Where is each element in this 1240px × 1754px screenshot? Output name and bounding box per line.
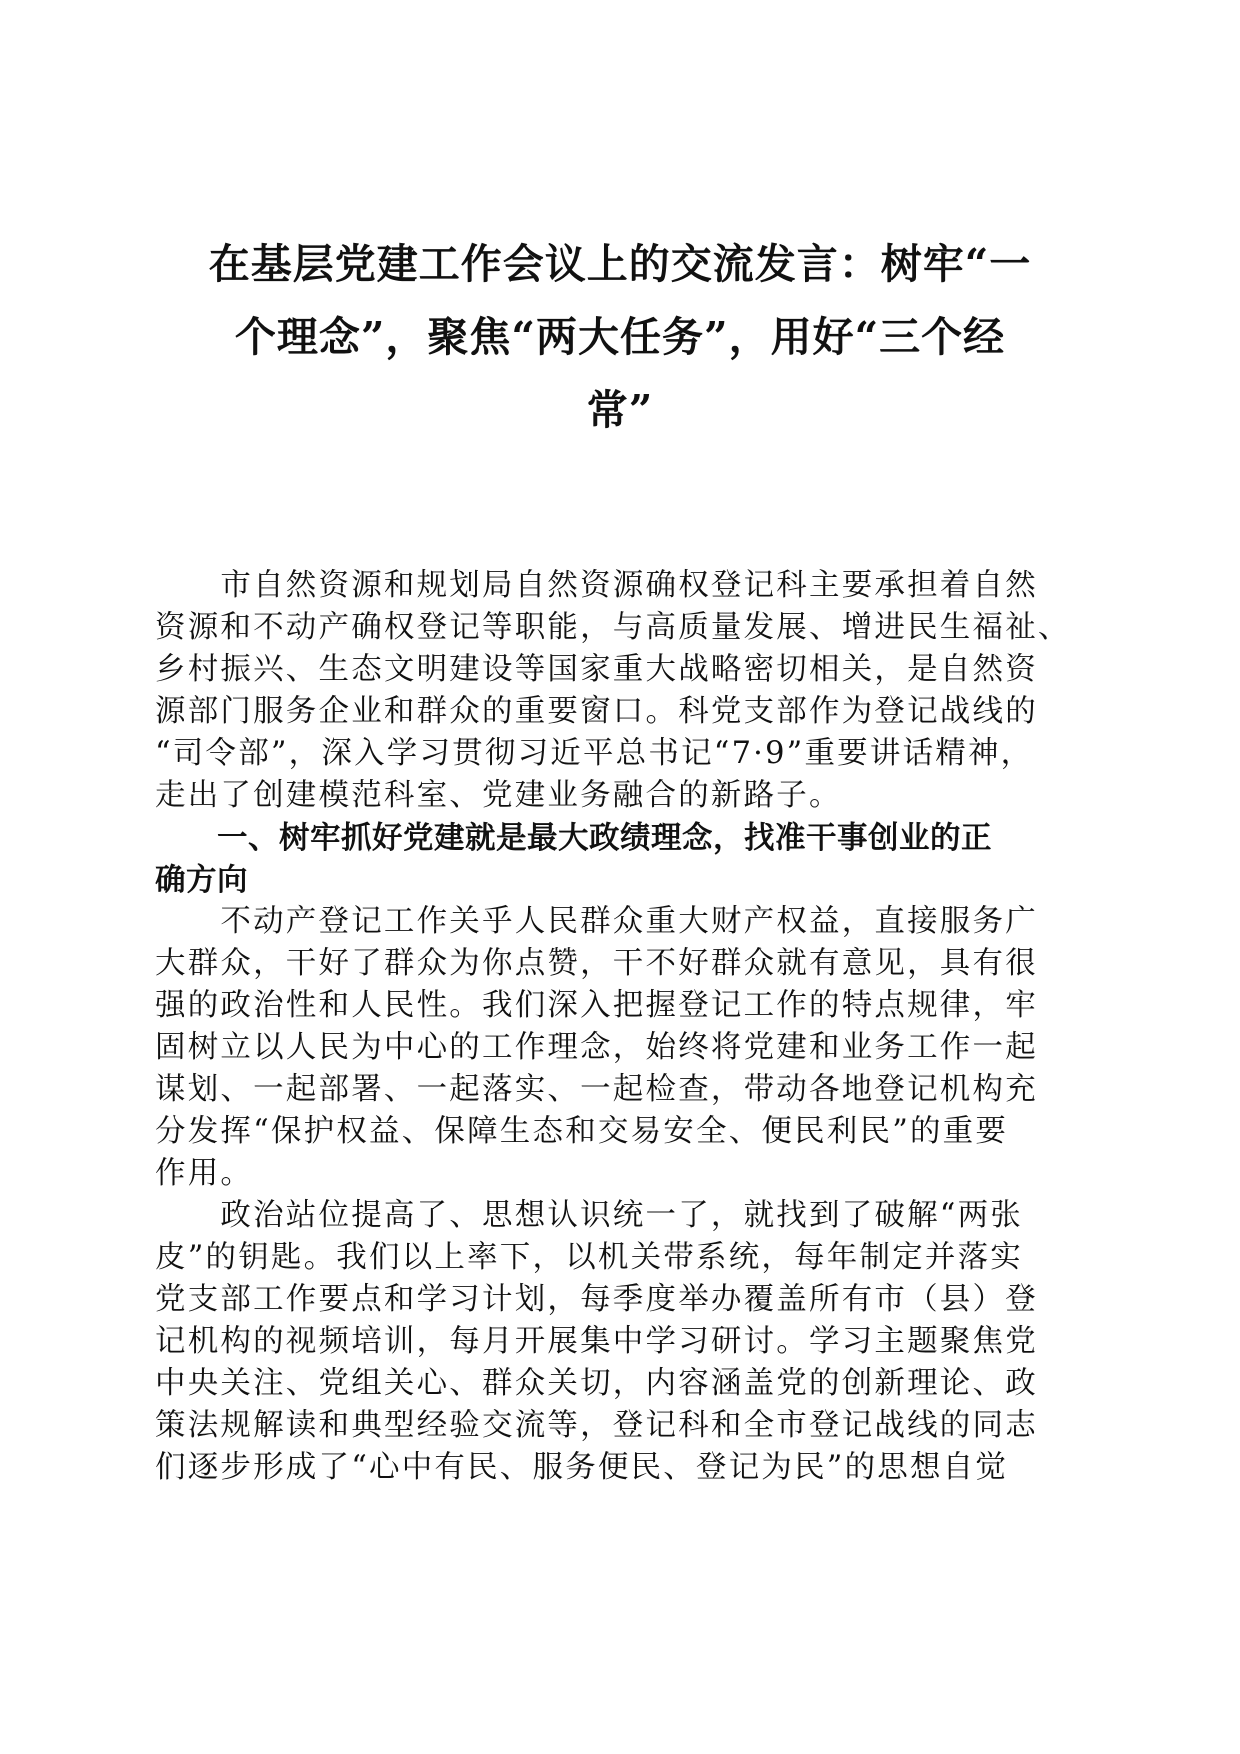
heading-line: 一、树牢抓好党建就是最大政绩理念，找准干事创业的正 xyxy=(155,820,992,856)
text-line: 资源和不动产确权登记等职能，与高质量发展、增进民生福祉、 xyxy=(155,610,1071,645)
text-line: 固树立以人民为中心的工作理念，始终将党建和业务工作一起 xyxy=(155,1030,1038,1065)
text-line: 走出了创建模范科室、党建业务融合的新路子。 xyxy=(155,778,842,813)
text-line: 党支部工作要点和学习计划，每季度举办覆盖所有市（县）登 xyxy=(155,1282,1038,1317)
body-paragraph xyxy=(155,901,1085,1195)
section-heading-1 xyxy=(155,817,1085,901)
text-line: 皮”的钥匙。我们以上率下，以机关带系统，每年制定并落实 xyxy=(155,1240,1023,1275)
title-line: 个理念”，聚焦“两大任务”，用好“三个经 xyxy=(234,313,1006,361)
document-body xyxy=(155,565,1085,1489)
text-line: 们逐步形成了“心中有民、服务便民、登记为民”的思想自觉 xyxy=(155,1450,1009,1485)
text-line: 政治站位提高了、思想认识统一了，就找到了破解“两张 xyxy=(155,1198,1023,1233)
text-line: 记机构的视频培训，每月开展集中学习研讨。学习主题聚焦党 xyxy=(155,1324,1038,1359)
text-line: 不动产登记工作关乎人民群众重大财产权益，直接服务广 xyxy=(155,904,1038,939)
heading-line: 确方向 xyxy=(155,862,248,898)
text-line: 作用。 xyxy=(155,1156,254,1191)
text-line: “司令部”，深入学习贯彻习近平总书记“7·9”重要讲话精神， xyxy=(155,736,1034,771)
text-line: 中央关注、党组关心、群众关切，内容涵盖党的创新理论、政 xyxy=(155,1366,1038,1401)
text-line: 源部门服务企业和群众的重要窗口。科党支部作为登记战线的 xyxy=(155,694,1038,729)
intro-paragraph xyxy=(155,565,1085,817)
text-line: 乡村振兴、生态文明建设等国家重大战略密切相关，是自然资 xyxy=(155,652,1038,687)
document-title xyxy=(150,228,1090,447)
text-line: 强的政治性和人民性。我们深入把握登记工作的特点规律，牢 xyxy=(155,988,1038,1023)
title-line: 在基层党建工作会议上的交流发言：树牢“一 xyxy=(208,240,1032,288)
body-paragraph xyxy=(155,1195,1085,1489)
text-line: 市自然资源和规划局自然资源确权登记科主要承担着自然 xyxy=(155,568,1038,603)
title-line: 常” xyxy=(586,386,654,434)
text-line: 策法规解读和典型经验交流等，登记科和全市登记战线的同志 xyxy=(155,1408,1038,1443)
text-line: 谋划、一起部署、一起落实、一起检查，带动各地登记机构充 xyxy=(155,1072,1038,1107)
text-line: 分发挥“保护权益、保障生态和交易安全、便民利民”的重要 xyxy=(155,1114,1009,1149)
text-line: 大群众，干好了群众为你点赞，干不好群众就有意见，具有很 xyxy=(155,946,1038,981)
